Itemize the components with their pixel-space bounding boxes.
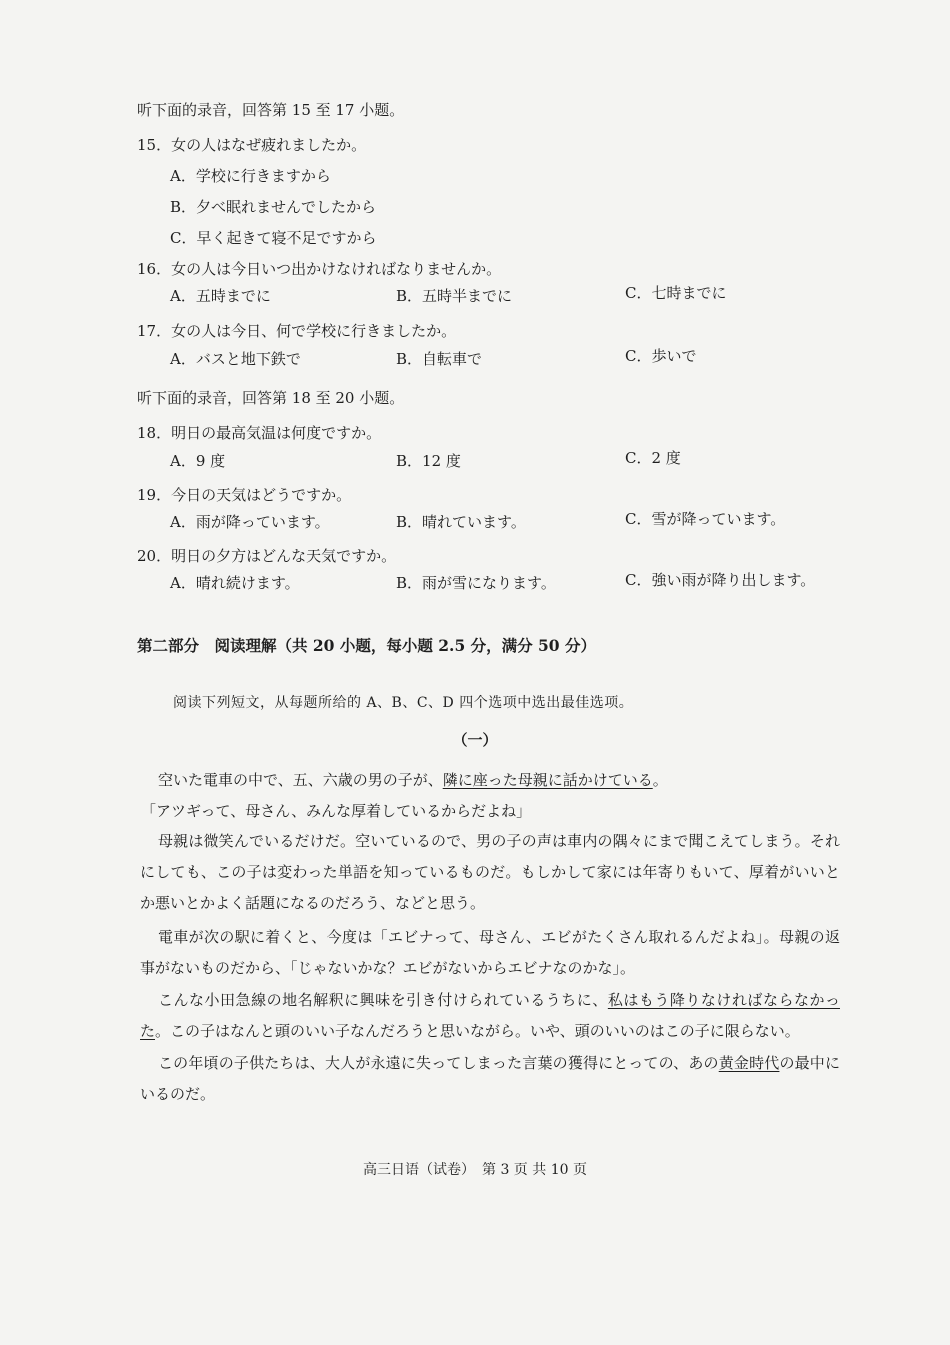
question-17: 17．女の人は今日、何で学校に行きましたか。 xyxy=(137,322,457,340)
options-19 xyxy=(0,512,950,532)
options-16 xyxy=(0,286,950,306)
option-15-b: B．夕べ眠れませんでしたから xyxy=(170,198,377,216)
option-17-b: B．自転車で xyxy=(396,350,483,368)
option-20-b: B．雨が雪になります。 xyxy=(396,574,556,592)
passage-paragraph-2: 「アツギって、母さん、みんな厚着しているからだよね」 xyxy=(141,802,532,820)
option-17-a: A．バスと地下鉄で xyxy=(170,350,301,368)
option-17-c: C．歩いで xyxy=(625,347,697,365)
option-18-c: C．2 度 xyxy=(625,449,681,467)
part2-heading: 第二部分 阅读理解（共 20 小题，每小题 2.5 分，满分 50 分） xyxy=(137,636,596,655)
underlined-phrase-1: 隣に座った母親に話かけている xyxy=(442,771,653,789)
passage-paragraph-3: 母親は微笑んでいるだけだ。空いているので、男の子の声は車内の隅々にまで聞こえてしまう。それにしても、この子は変わった単語を知っているものだ。もしかして家には年寄りもいて、厚着がいいとか悪いとかよく話題になるのだろう、などと思う。 xyxy=(140,832,840,912)
option-20-c: C．強い雨が降り出します。 xyxy=(625,571,816,589)
question-19: 19．今日の天気はどうですか。 xyxy=(137,486,352,504)
option-18-b: B．12 度 xyxy=(396,452,461,470)
option-16-c: C．七時までに xyxy=(625,284,727,302)
options-20 xyxy=(0,573,950,593)
options-18 xyxy=(0,451,950,471)
option-15-a: A．学校に行きますから xyxy=(170,167,331,185)
listening-instruction-18-20: 听下面的录音，回答第 18 至 20 小题。 xyxy=(137,389,405,407)
option-20-a: A．晴れ続けます。 xyxy=(170,574,300,592)
reading-instruction: 阅读下列短文，从每题所给的 A、B、C、D 四个选项中选出最佳选项。 xyxy=(173,695,634,711)
passage-paragraph-5: こんな小田急線の地名解釈に興味を引き付けられているうちに、私はもう降りなければならなかった。この子はなんと頭のいい子なんだろうと思いながら。いや、頭のいいのはこの子に限らない。 xyxy=(140,991,840,1040)
page-footer: 高三日语（试卷） 第 3 页 共 10 页 xyxy=(363,1162,587,1178)
options-17 xyxy=(0,349,950,369)
option-19-b: B．晴れています。 xyxy=(396,513,526,531)
question-18: 18．明日の最高気温は何度ですか。 xyxy=(137,424,382,442)
option-18-a: A．9 度 xyxy=(170,452,226,470)
question-16: 16．女の人は今日いつ出かけなければなりませんか。 xyxy=(137,260,502,278)
passage-paragraph-6: この年頃の子供たちは、大人が永遠に失ってしまった言葉の獲得にとっての、あの黄金時代の最中にいるのだ。 xyxy=(140,1054,840,1103)
passage-number: （一） xyxy=(452,731,498,749)
underlined-phrase-3: 黄金時代 xyxy=(718,1054,780,1072)
underlined-phrase-2: 私はもう降りなければならなかった xyxy=(140,991,840,1040)
option-19-c: C．雪が降っています。 xyxy=(625,510,786,528)
question-15: 15．女の人はなぜ疲れましたか。 xyxy=(137,136,367,154)
passage-paragraph-4: 電車が次の駅に着くと、今度は「エビナって、母さん、エビがたくさん取れるんだよね」。母親の返事がないものだから、「じゃないかな？エビがないからエビナなのかな」。 xyxy=(140,928,840,977)
option-19-a: A．雨が降っています。 xyxy=(170,513,330,531)
option-16-a: A．五時までに xyxy=(170,287,271,305)
listening-instruction-15-17: 听下面的录音，回答第 15 至 17 小题。 xyxy=(137,101,405,119)
question-20: 20．明日の夕方はどんな天気ですか。 xyxy=(137,547,397,565)
option-15-c: C．早く起きて寝不足ですから xyxy=(170,229,377,247)
passage-paragraph-1: 空いた電車の中で、五、六歳の男の子が、隣に座った母親に話かけている。 xyxy=(158,771,668,789)
option-16-b: B．五時半までに xyxy=(396,287,513,305)
